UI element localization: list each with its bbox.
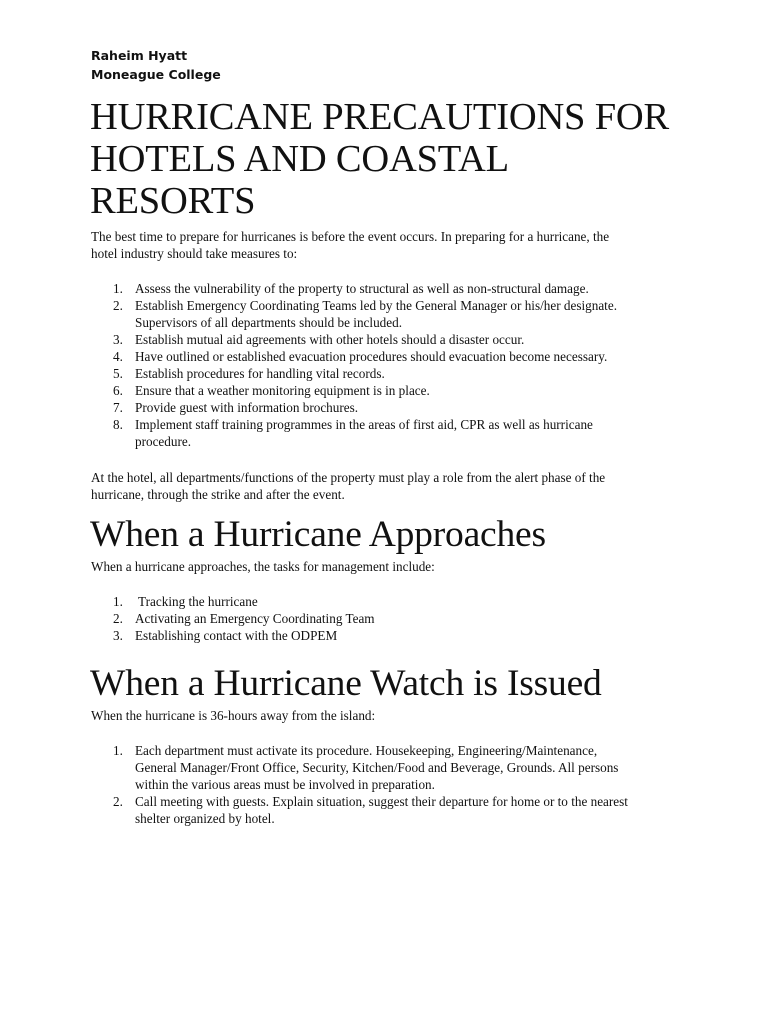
list-line: General Manager/Front Office, Security, Kitchen/Food and Beverage, Grounds. All persons xyxy=(135,760,619,775)
list-text xyxy=(135,793,691,827)
list-line: Ensure that a weather monitoring equipment is in place. xyxy=(135,383,430,398)
list-text xyxy=(135,331,691,348)
list-item xyxy=(91,297,691,331)
title-line: HOTELS AND COASTAL xyxy=(90,138,509,180)
list-number: 6. xyxy=(113,383,123,398)
list-text xyxy=(135,348,691,365)
list-text xyxy=(135,610,691,627)
list-line: Call meeting with guests. Explain situation, suggest their departure for home or to the nearest xyxy=(135,794,628,809)
intro-line: hotel industry should take measures to: xyxy=(91,246,298,261)
list-number: 8. xyxy=(113,417,123,432)
approaches-list xyxy=(91,593,691,644)
author-college: Moneague College xyxy=(91,67,221,82)
list-item xyxy=(91,280,691,297)
author-name: Raheim Hyatt xyxy=(91,48,188,63)
list-line: Have outlined or established evacuation procedures should evacuation become necessary. xyxy=(135,349,608,364)
list-item xyxy=(91,399,691,416)
list-number: 5. xyxy=(113,366,123,381)
list-item xyxy=(91,365,691,382)
list-line: Implement staff training programmes in the areas of first aid, CPR as well as hurricane xyxy=(135,417,593,432)
list-text xyxy=(135,593,691,610)
list-item xyxy=(91,593,691,610)
list-item xyxy=(91,348,691,365)
list-text xyxy=(135,742,691,793)
list-text xyxy=(135,365,691,382)
list-text xyxy=(135,399,691,416)
watch-list xyxy=(91,742,691,827)
list-number: 2. xyxy=(113,611,123,626)
section-heading-watch: When a Hurricane Watch is Issued xyxy=(90,663,602,704)
list-item xyxy=(91,793,691,827)
list-line: within the various areas must be involved in preparation. xyxy=(135,777,435,792)
list-number: 1. xyxy=(113,743,123,758)
document-title xyxy=(90,96,710,222)
closing-paragraph xyxy=(91,469,691,503)
closing-line: hurricane, through the strike and after the event. xyxy=(91,487,345,502)
intro-paragraph xyxy=(91,228,691,262)
list-line: Assess the vulnerability of the property to structural as well as non-structural damage. xyxy=(135,281,589,296)
list-line: procedure. xyxy=(135,434,192,449)
list-text xyxy=(135,382,691,399)
list-text xyxy=(135,416,691,450)
list-item xyxy=(91,331,691,348)
title-line: RESORTS xyxy=(90,180,256,222)
list-line: Provide guest with information brochures. xyxy=(135,400,359,415)
list-line: Activating an Emergency Coordinating Team xyxy=(135,611,375,626)
section-heading-approaches: When a Hurricane Approaches xyxy=(90,514,546,555)
watch-intro: When the hurricane is 36-hours away from the island: xyxy=(91,708,376,723)
list-line: Establish procedures for handling vital records. xyxy=(135,366,385,381)
list-line: Establish Emergency Coordinating Teams led by the General Manager or his/her designate. xyxy=(135,298,617,313)
list-number: 2. xyxy=(113,794,123,809)
list-number: 1. xyxy=(113,594,123,609)
list-line: Each department must activate its procedure. Housekeeping, Engineering/Maintenance, xyxy=(135,743,598,758)
list-number: 4. xyxy=(113,349,123,364)
list-number: 3. xyxy=(113,628,123,643)
list-line: Supervisors of all departments should be included. xyxy=(135,315,402,330)
list-item xyxy=(91,382,691,399)
list-number: 7. xyxy=(113,400,123,415)
list-text xyxy=(135,280,691,297)
list-line: Tracking the hurricane xyxy=(135,594,258,609)
measures-list xyxy=(91,280,691,450)
approaches-intro: When a hurricane approaches, the tasks for management include: xyxy=(91,559,435,574)
title-line: HURRICANE PRECAUTIONS FOR xyxy=(90,96,669,138)
intro-line: The best time to prepare for hurricanes is before the event occurs. In preparing for a hurricane, the xyxy=(91,229,610,244)
list-number: 2. xyxy=(113,298,123,313)
list-line: shelter organized by hotel. xyxy=(135,811,275,826)
list-text xyxy=(135,297,691,331)
list-item xyxy=(91,742,691,793)
list-number: 3. xyxy=(113,332,123,347)
list-text xyxy=(135,627,691,644)
list-item xyxy=(91,627,691,644)
list-line: Establish mutual aid agreements with other hotels should a disaster occur. xyxy=(135,332,525,347)
list-item xyxy=(91,416,691,450)
list-number: 1. xyxy=(113,281,123,296)
closing-line: At the hotel, all departments/functions of the property must play a role from the alert phase of the xyxy=(91,470,606,485)
list-line: Establishing contact with the ODPEM xyxy=(135,628,338,643)
list-item xyxy=(91,610,691,627)
